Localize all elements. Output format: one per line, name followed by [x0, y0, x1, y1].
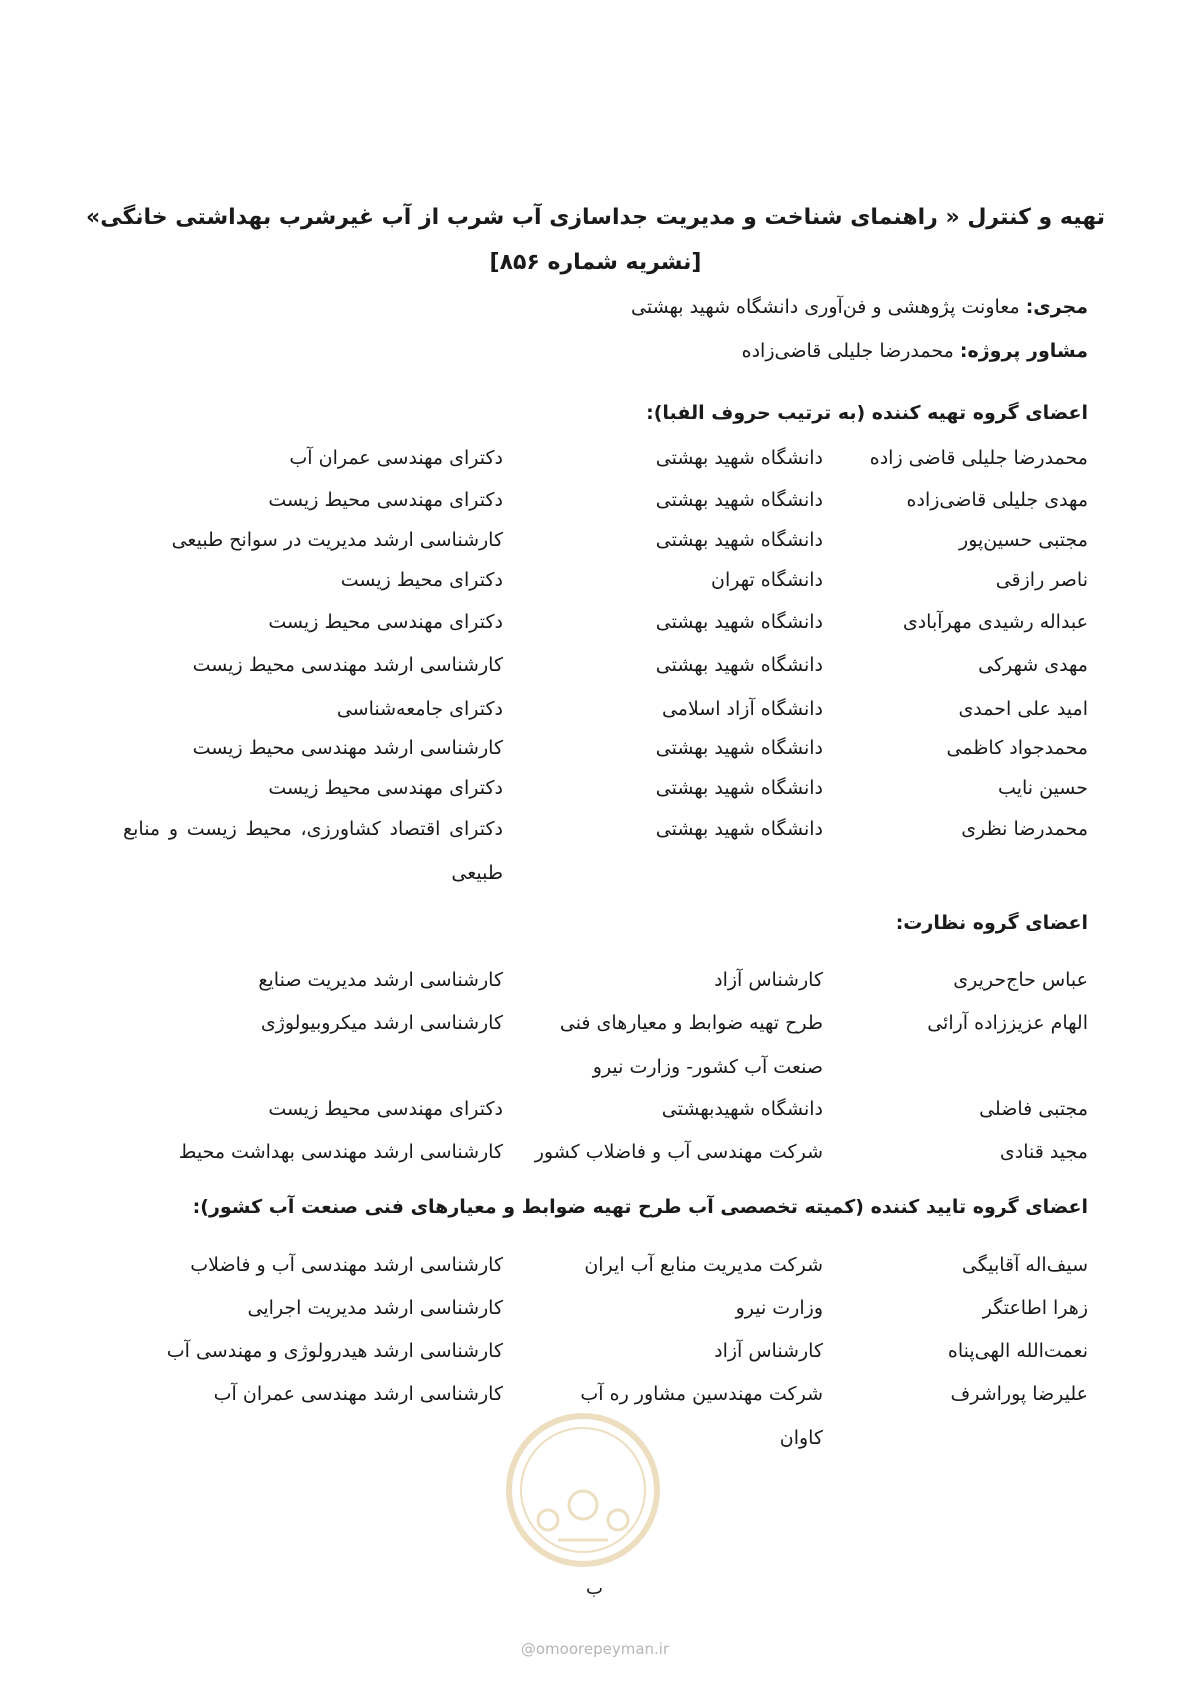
- executor-label: مجری:: [1025, 296, 1088, 318]
- approvers-heading: اعضای گروه تایید کننده (کمیته تخصصی آب طرح تهیه ضوابط و معیارهای فنی صنعت آب کشور):: [192, 1196, 1088, 1218]
- member-name: مجتبی فاضلی: [979, 1098, 1088, 1120]
- preparers-heading: اعضای گروه تهیه کننده (به ترتیب حروف الفبا):: [646, 402, 1088, 424]
- member-degree: دکترای محیط زیست: [340, 569, 503, 591]
- member-name: نعمت‌الله الهی‌پناه: [947, 1340, 1088, 1362]
- member-org: دانشگاه شهید بهشتی: [655, 818, 823, 840]
- member-name: محمدرضا نظری: [961, 818, 1088, 840]
- member-degree: کارشناسی ارشد مدیریت اجرایی: [247, 1297, 503, 1319]
- member-org: دانشگاه شهید بهشتی: [655, 447, 823, 469]
- member-org: شرکت مهندسین مشاور ره آب کاوان: [580, 1383, 823, 1449]
- member-name: الهام عزیززاده آرائی: [927, 1012, 1088, 1034]
- member-name: محمدرضا جلیلی قاضی زاده: [869, 447, 1088, 469]
- advisor-line: [103, 340, 1088, 362]
- footer-watermark: @omoorepeyman.ir: [520, 1640, 670, 1658]
- member-org: کارشناس آزاد: [714, 1340, 823, 1362]
- member-org: کارشناس آزاد: [714, 969, 823, 991]
- member-org: دانشگاه شهید بهشتی: [655, 777, 823, 799]
- member-org: شرکت مدیریت منابع آب ایران: [584, 1254, 823, 1276]
- member-degree: کارشناسی ارشد هیدرولوژی و مهندسی آب: [166, 1340, 503, 1362]
- document-title: تهیه و کنترل « راهنمای شناخت و مدیریت جداسازی آب شرب از آب غیرشرب بهداشتی خانگی»: [86, 205, 1105, 230]
- member-org: دانشگاه شهید بهشتی: [655, 489, 823, 511]
- executor-line: [103, 296, 1088, 318]
- member-org: دانشگاه شهید بهشتی: [655, 529, 823, 551]
- member-name: سیف‌اله آقابیگی: [961, 1254, 1088, 1276]
- member-degree: کارشناسی ارشد مهندسی بهداشت محیط: [178, 1141, 503, 1163]
- supervisors-heading: اعضای گروه نظارت:: [895, 912, 1088, 934]
- publication-number: [نشریه شماره ۸۵۶]: [489, 250, 702, 275]
- advisor-label: مشاور پروژه:: [959, 340, 1088, 362]
- member-name: حسین نایب: [998, 777, 1088, 799]
- member-name: عبداله رشیدی مهرآبادی: [902, 611, 1088, 633]
- member-name: عباس حاج‌حریری: [953, 969, 1088, 991]
- member-degree: کارشناسی ارشد مدیریت صنایع: [258, 969, 503, 991]
- member-name: ناصر رازقی: [995, 569, 1088, 591]
- member-degree: کارشناسی ارشد مهندسی عمران آب: [213, 1383, 503, 1405]
- member-degree: کارشناسی ارشد مهندسی محیط زیست: [192, 654, 503, 676]
- member-name: مهدی شهرکی: [978, 654, 1088, 676]
- executor-value: معاونت پژوهشی و فن‌آوری دانشگاه شهید بهشتی: [631, 296, 1020, 318]
- member-degree: کارشناسی ارشد مهندسی آب و فاضلاب: [190, 1254, 503, 1276]
- member-name: علیرضا پوراشرف: [950, 1383, 1088, 1405]
- member-degree: کارشناسی ارشد مدیریت در سوانح طبیعی: [171, 529, 503, 551]
- member-org: دانشگاه شهید بهشتی: [655, 737, 823, 759]
- member-degree: دکترای مهندسی محیط زیست: [268, 1098, 503, 1120]
- member-org: دانشگاه تهران: [710, 569, 823, 591]
- member-org: وزارت نیرو: [735, 1297, 823, 1319]
- member-degree: دکترای مهندسی عمران آب: [289, 447, 503, 469]
- member-degree: دکترای اقتصاد کشاورزی، محیط زیست و منابع طبیعی: [123, 818, 503, 884]
- member-degree: دکترای مهندسی محیط زیست: [268, 489, 503, 511]
- member-org: دانشگاه شهید بهشتی: [655, 654, 823, 676]
- member-org: طرح تهیه ضوابط و معیارهای فنی صنعت آب کشور- وزارت نیرو: [559, 1012, 823, 1078]
- member-degree: دکترای مهندسی محیط زیست: [268, 777, 503, 799]
- member-org: دانشگاه شهیدبهشتی: [661, 1098, 823, 1120]
- member-name: زهرا اطاعتگر: [982, 1297, 1088, 1319]
- member-name: امید علی احمدی: [958, 698, 1088, 720]
- watermark-seal-icon: [503, 1410, 663, 1570]
- page-number: ب: [586, 1578, 603, 1599]
- member-name: مهدی جلیلی قاضی‌زاده: [906, 489, 1088, 511]
- member-org: دانشگاه آزاد اسلامی: [661, 698, 823, 720]
- advisor-value: محمدرضا جلیلی قاضی‌زاده: [741, 340, 954, 362]
- member-name: مجتبی حسین‌پور: [959, 529, 1088, 551]
- member-name: محمدجواد کاظمی: [946, 737, 1088, 759]
- member-degree: کارشناسی ارشد میکروبیولوژی: [260, 1012, 503, 1034]
- member-degree: دکترای مهندسی محیط زیست: [268, 611, 503, 633]
- member-name: مجید قنادی: [999, 1141, 1088, 1163]
- member-degree: دکترای جامعه‌شناسی: [336, 698, 503, 720]
- member-org: شرکت مهندسی آب و فاضلاب کشور: [534, 1141, 823, 1163]
- member-degree: کارشناسی ارشد مهندسی محیط زیست: [192, 737, 503, 759]
- member-org: دانشگاه شهید بهشتی: [655, 611, 823, 633]
